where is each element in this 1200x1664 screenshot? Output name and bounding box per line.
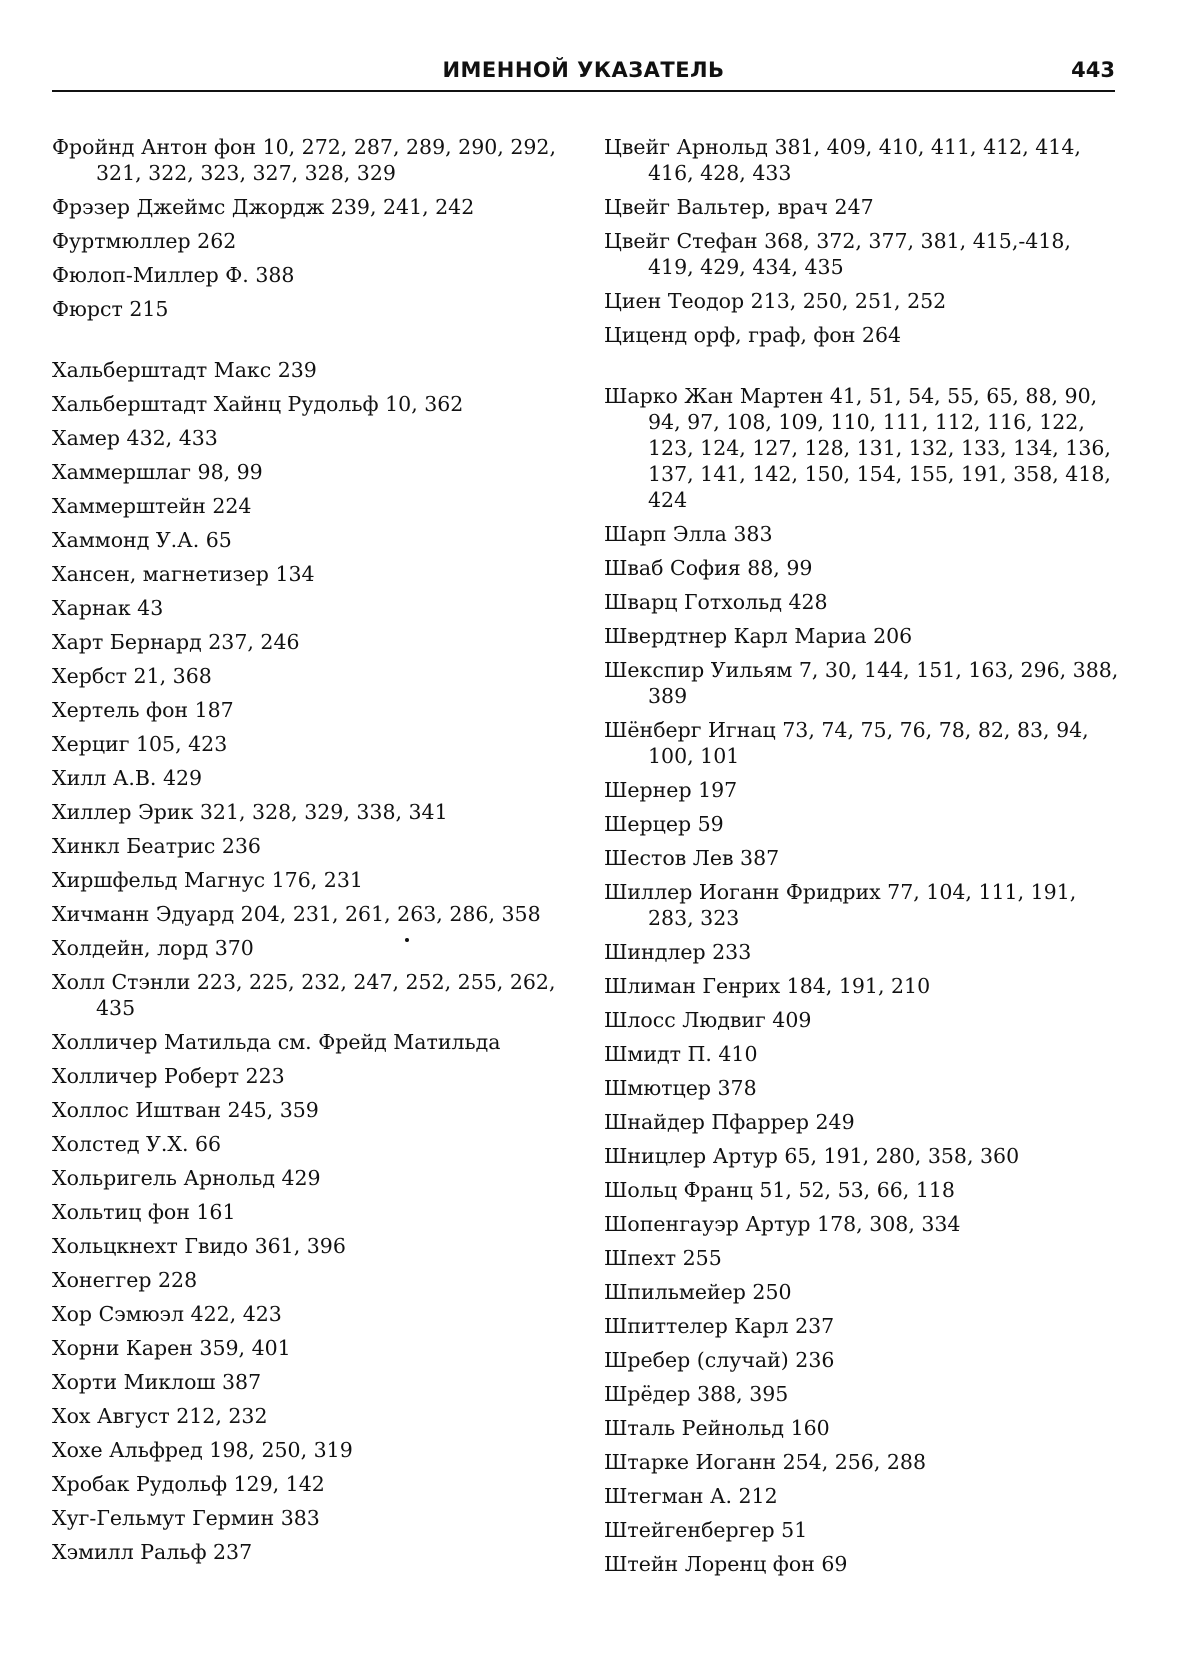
index-entry: Холл Стэнли 223, 225, 232, 247, 252, 255, 262, 435: [52, 970, 556, 1020]
index-entry: Холдейн, лорд 370: [52, 936, 254, 960]
index-entry: Холстед У.Х. 66: [52, 1132, 222, 1156]
index-entry: Хохе Альфред 198, 250, 319: [52, 1438, 353, 1462]
index-entry: Шерцер 59: [604, 812, 724, 836]
index-entry: Шницлер Артур 65, 191, 280, 358, 360: [604, 1144, 1020, 1168]
index-entry: Хербст 21, 368: [52, 664, 212, 688]
index-entry: Шпиттелер Карл 237: [604, 1314, 835, 1338]
index-entry: Шварц Готхольд 428: [604, 590, 828, 614]
index-entry: Хуг-Гельмут Гермин 383: [52, 1506, 320, 1530]
index-entry: Хальберштадт Макс 239: [52, 358, 317, 382]
index-entry: Холличер Роберт 223: [52, 1064, 285, 1088]
index-entry: Хольтиц фон 161: [52, 1200, 236, 1224]
index-entry: Хиллер Эрик 321, 328, 329, 338, 341: [52, 800, 448, 824]
index-entry: Хаммершлаг 98, 99: [52, 460, 263, 484]
index-entry: Шрёдер 388, 395: [604, 1382, 789, 1406]
index-entry: Фюлоп-Миллер Ф. 388: [52, 263, 295, 287]
index-entry: Шнайдер Пфаррер 249: [604, 1110, 855, 1134]
index-entry: Хиршфельд Магнус 176, 231: [52, 868, 363, 892]
index-entry: Шребер (случай) 236: [604, 1348, 835, 1372]
index-entry: Шталь Рейнольд 160: [604, 1416, 830, 1440]
index-entry: Шестов Лев 387: [604, 846, 780, 870]
page-number: 443: [1071, 58, 1115, 82]
index-entry: Фройнд Антон фон 10, 272, 287, 289, 290, 292, 321, 322, 323, 327, 328, 329: [52, 135, 556, 185]
index-entry: Фрэзер Джеймс Джордж 239, 241, 242: [52, 195, 475, 219]
stray-print-dot: [405, 938, 409, 942]
index-entry: Шернер 197: [604, 778, 738, 802]
index-entry: Хорни Карен 359, 401: [52, 1336, 291, 1360]
index-entry: Штегман А. 212: [604, 1484, 778, 1508]
index-entry: Цвейг Арнольд 381, 409, 410, 411, 412, 414, 416, 428, 433: [604, 135, 1081, 185]
index-entry: Хилл А.В. 429: [52, 766, 203, 790]
section-gap: [604, 356, 1120, 383]
index-entry: Хаммерштейн 224: [52, 494, 252, 518]
header-rule: [52, 90, 1115, 92]
index-entry: Хольцкнехт Гвидо 361, 396: [52, 1234, 346, 1258]
index-entry: Хорти Миклош 387: [52, 1370, 262, 1394]
index-entry: Циценд орф, граф, фон 264: [604, 323, 902, 347]
index-entry: Шольц Франц 51, 52, 53, 66, 118: [604, 1178, 955, 1202]
index-entry: Цвейг Вальтер, врач 247: [604, 195, 874, 219]
index-entry: Холличер Матильда см. Фрейд Матильда: [52, 1030, 501, 1054]
index-entry: Шмютцер 378: [604, 1076, 757, 1100]
index-entry: Циен Теодор 213, 250, 251, 252: [604, 289, 947, 313]
index-entry: Хаммонд У.А. 65: [52, 528, 232, 552]
index-entry: Шлосс Людвиг 409: [604, 1008, 812, 1032]
index-entry: Шиллер Иоганн Фридрих 77, 104, 111, 191, 283, 323: [604, 880, 1077, 930]
index-group-kh: [52, 357, 592, 1565]
index-entry: Хробак Рудольф 129, 142: [52, 1472, 325, 1496]
index-entry: Фюрст 215: [52, 297, 169, 321]
index-entry: Хольригель Арнольд 429: [52, 1166, 321, 1190]
index-entry: Штарке Иоганн 254, 256, 288: [604, 1450, 927, 1474]
index-entry: Харнак 43: [52, 596, 164, 620]
index-entry: Хор Сэмюэл 422, 423: [52, 1302, 282, 1326]
index-entry: Хонеггер 228: [52, 1268, 198, 1292]
section-gap: [52, 330, 592, 357]
index-entry: Хамер 432, 433: [52, 426, 218, 450]
index-entry: Хичманн Эдуард 204, 231, 261, 263, 286, 358: [52, 902, 541, 926]
index-entry: Хальберштадт Хайнц Рудольф 10, 362: [52, 392, 464, 416]
page-header: [52, 58, 1115, 90]
index-entry: Шваб София 88, 99: [604, 556, 813, 580]
index-entry: Швердтнер Карл Мариа 206: [604, 624, 913, 648]
index-group-ts: [604, 134, 1120, 348]
index-entry: Цвейг Стефан 368, 372, 377, 381, 415,-418, 419, 429, 434, 435: [604, 229, 1071, 279]
index-entry: Харт Бернард 237, 246: [52, 630, 300, 654]
index-entry: Херциг 105, 423: [52, 732, 228, 756]
index-entry: Штейгенбергер 51: [604, 1518, 808, 1542]
index-entry: Шмидт П. 410: [604, 1042, 758, 1066]
index-entry: Шопенгауэр Артур 178, 308, 334: [604, 1212, 961, 1236]
index-entry: Шарко Жан Мартен 41, 51, 54, 55, 65, 88, 90, 94, 97, 108, 109, 110, 111, 112, 116, 122, 123, 124, 127, 128, 131, 132, 133, 134, 136, 137, 141, 142, 150, 154, 155, 191, 358, 418, 424: [604, 384, 1111, 512]
index-entry: Холлос Иштван 245, 359: [52, 1098, 319, 1122]
index-entry: Штейн Лоренц фон 69: [604, 1552, 848, 1576]
index-entry: Хох Август 212, 232: [52, 1404, 268, 1428]
index-entry: Хинкл Беатрис 236: [52, 834, 261, 858]
index-column-right: [604, 134, 1120, 1585]
index-entry: Шиндлер 233: [604, 940, 752, 964]
index-group-f: [52, 134, 592, 322]
index-entry: Фуртмюллер 262: [52, 229, 237, 253]
index-entry: Шпильмейер 250: [604, 1280, 792, 1304]
index-entry: Шарп Элла 383: [604, 522, 773, 546]
running-title: ИМЕННОЙ УКАЗАТЕЛЬ: [442, 58, 725, 82]
index-entry: Шёнберг Игнац 73, 74, 75, 76, 78, 82, 83, 94, 100, 101: [604, 718, 1089, 768]
index-entry: Шлиман Генрих 184, 191, 210: [604, 974, 931, 998]
index-entry: Шпехт 255: [604, 1246, 722, 1270]
index-entry: Хэмилл Ральф 237: [52, 1540, 253, 1564]
index-entry: Шекспир Уильям 7, 30, 144, 151, 163, 296, 388, 389: [604, 658, 1119, 708]
index-entry: Хертель фон 187: [52, 698, 234, 722]
index-entry: Хансен, магнетизер 134: [52, 562, 315, 586]
index-group-sh: [604, 383, 1120, 1577]
index-column-left: [52, 134, 592, 1573]
